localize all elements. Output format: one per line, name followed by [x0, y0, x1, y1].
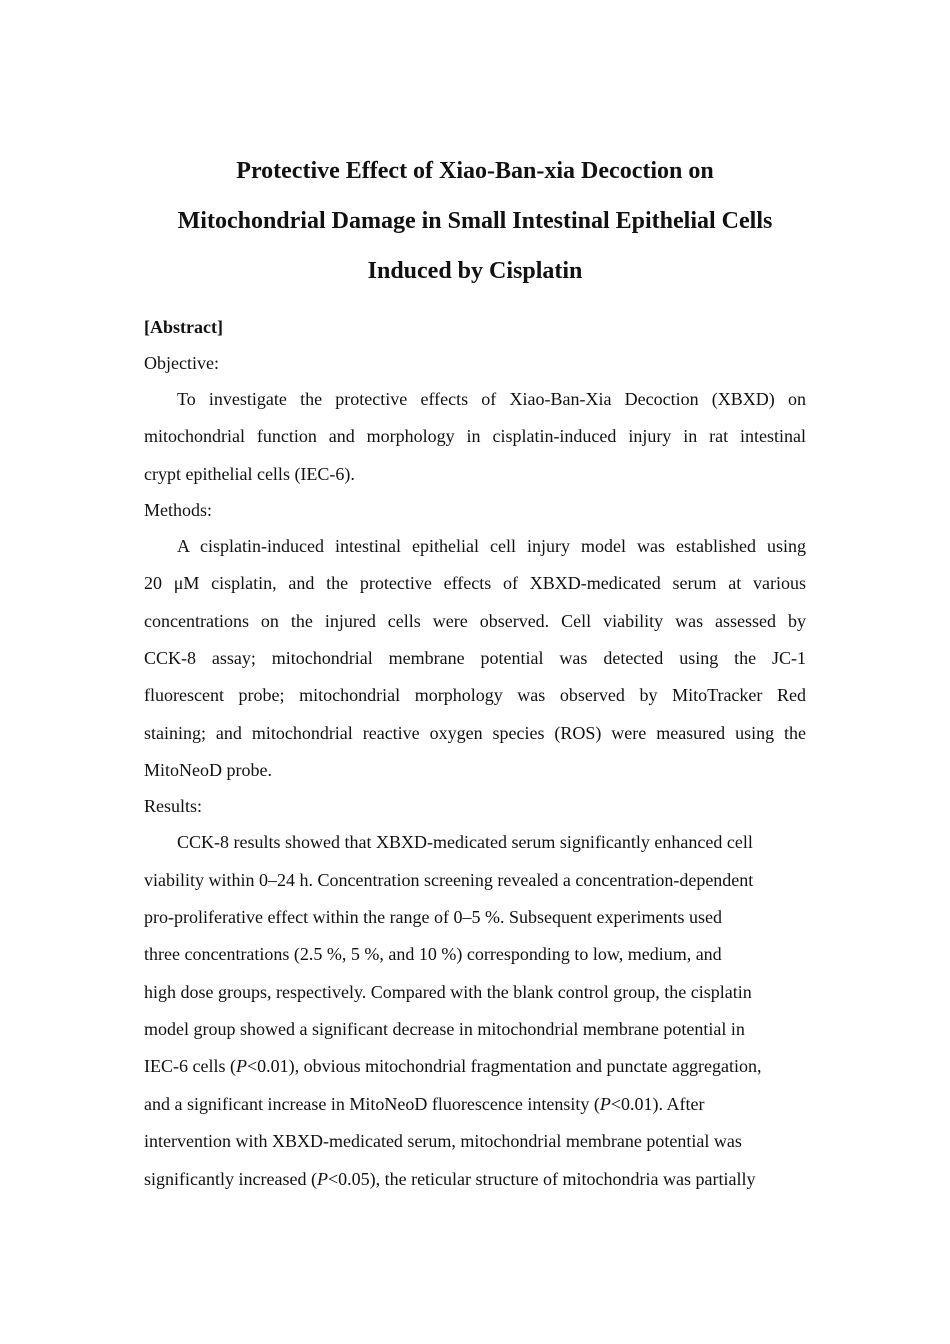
objective-line: mitochondrial function and morphology in cisplatin-induced injury in rat intestinal — [144, 426, 806, 447]
results-line — [144, 1052, 806, 1089]
objective-line: crypt epithelial cells (IEC-6). — [144, 463, 355, 484]
results-heading: Results: — [144, 796, 203, 817]
paper-title — [100, 146, 850, 296]
methods-line: concentrations on the injured cells were observed. Cell viability was assessed by — [144, 610, 806, 631]
abstract-heading: [Abstract] — [144, 317, 223, 337]
results-line: viability within 0–24 h. Concentration screening revealed a concentration-dependent — [144, 869, 754, 890]
title-line: Protective Effect of Xiao-Ban-xia Decoction on — [236, 158, 714, 184]
results-text: <0.01). After — [610, 1093, 705, 1114]
results-text: <0.05), the reticular structure of mitochondria was partially — [327, 1168, 756, 1189]
objective-heading: Objective: — [144, 353, 219, 373]
objective-line: To investigate the protective effects of Xiao-Ban-Xia Decoction (XBXD) on — [177, 389, 806, 409]
results-line: pro-proliferative effect within the range of 0–5 %. Subsequent experiments used — [144, 906, 722, 927]
title-line: Induced by Cisplatin — [367, 258, 583, 284]
methods-line: 20 μM cisplatin, and the protective effects of XBXD-medicated serum at various — [144, 573, 806, 594]
p-value-symbol: P — [599, 1093, 611, 1114]
results-text: <0.01), obvious mitochondrial fragmentation and punctate aggregation, — [246, 1056, 762, 1077]
results-line: intervention with XBXD-medicated serum, mitochondrial membrane potential was — [144, 1131, 742, 1152]
results-text: significantly increased ( — [144, 1168, 317, 1189]
results-line — [144, 1165, 806, 1202]
results-line: three concentrations (2.5 %, 5 %, and 10 %) corresponding to low, medium, and — [144, 944, 722, 965]
results-line: model group showed a significant decrease in mitochondrial membrane potential in — [144, 1019, 745, 1040]
results-line — [144, 1090, 806, 1127]
methods-heading: Methods: — [144, 499, 213, 520]
results-line: CCK-8 results showed that XBXD-medicated serum significantly enhanced cell — [177, 832, 753, 853]
p-value-symbol: P — [316, 1168, 328, 1189]
title-line: Mitochondrial Damage in Small Intestinal Epithelial Cells — [177, 208, 773, 234]
methods-line: fluorescent probe; mitochondrial morphology was observed by MitoTracker Red — [144, 685, 806, 706]
methods-line: MitoNeoD probe. — [144, 760, 272, 781]
results-text: IEC-6 cells ( — [144, 1056, 236, 1077]
methods-line: A cisplatin-induced intestinal epithelial cell injury model was established using — [177, 535, 806, 556]
abstract-section — [144, 313, 806, 1202]
methods-line: staining; and mitochondrial reactive oxygen species (ROS) were measured using the — [144, 722, 806, 743]
methods-line: CCK-8 assay; mitochondrial membrane potential was detected using the JC-1 — [144, 647, 806, 668]
results-line: high dose groups, respectively. Compared with the blank control group, the cisplatin — [144, 981, 752, 1002]
results-text: and a significant increase in MitoNeoD fluorescence intensity ( — [144, 1093, 600, 1114]
p-value-symbol: P — [235, 1056, 247, 1077]
